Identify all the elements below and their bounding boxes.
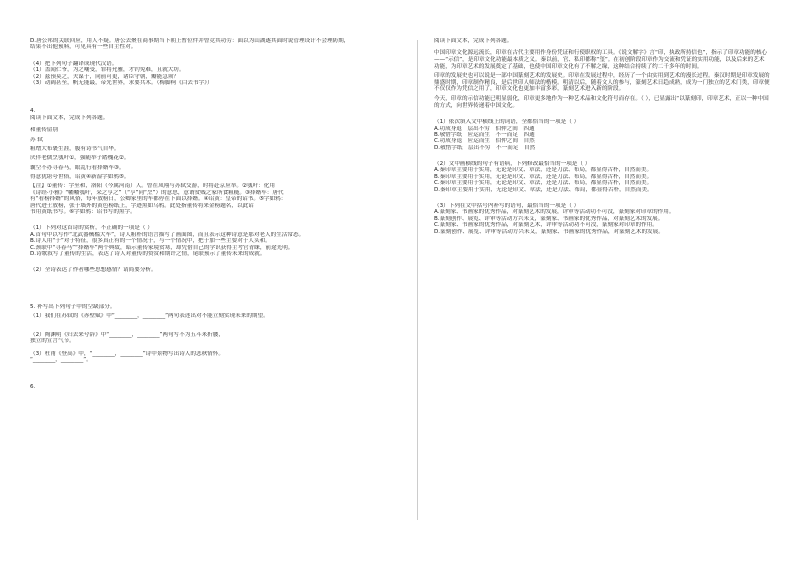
q4-sentence-3: （3）动阔甚至，帆无能最，帝先世界，求要共术。（梅脚柯《白去书字》）: [30, 79, 213, 86]
passage-paragraph-2: 印章的发展史也可以说是一部中国篆刻艺术的发展史。印章在发展过程中，经历了一个由实用到艺术的漫长过程。秦汉时期是印章发展的鼎盛时期，印章制作精良，是后世印人师法的楷模。明清以后，随着文人的参与，篆刻艺术日趋成熟，成为一门独立的艺术门类，印章便不仅仅作为凭信之用了，印章文化也更加丰富多彩，篆刻艺术进入新的阶段。: [434, 73, 770, 93]
fill-3-cont: “________，________”。: [30, 357, 92, 364]
right-column: [434, 38, 770, 562]
poem-line-2: 厌伴老儒烹瓠叶①，强随举子踏槐花②。: [30, 155, 130, 162]
q1-stem: （1）下列对这首诗的赏析，不正确的一项是（ ）: [30, 225, 153, 232]
fill-1: （1）我们在苏轼的《赤壁赋》中“________，________”两句表述出对不能立刻实现未来的期望。: [30, 313, 269, 320]
poem-line-1: 粗缯大布裹生涯，腹有诗书气自华。: [30, 145, 120, 152]
r-q1-stem: （1）依次填入文中横线上的词语，全都恰当的一项是（ ）: [434, 119, 580, 126]
poem-note-4: 唐代进士放榜，张于墙外的黄色榜纸上，字迹黑如乌鸦。此处指董传将来金榜题名，以此诏: [30, 202, 254, 209]
q4-sentence-1: （1）盖闻仁爷，为之嘲受，罪将允雅，才钓免难，且就大坊。: [30, 67, 185, 74]
r-q3-option-c: C.篆刻家、书画家的优秀作品，对篆刻艺术，评审等活动功不可没，篆刻家对印章的作用。: [434, 222, 658, 229]
r-q3-stem: （3）下列在文中括号内补写的语句，最恰当的一项是（ ）: [434, 203, 580, 210]
question-number-4: 4.: [30, 108, 36, 115]
r-q1-option-b: B.敬惜字纸 应运而生 不一而足 四通: [434, 131, 535, 138]
poem-title: 和董传留别: [30, 127, 58, 134]
passage-paragraph-3: 今天，印章的示信功能已明显弱化，印章更多地作为一种艺术品和文化符号而存在。（ ），已显露出“以篆刻印，印章艺术，正以一种中国的方式，向世界传递着中国文化。: [434, 95, 769, 109]
r-q3-option-d: D.篆刻创作、展览、评审等活动方兴未艾，篆刻家、书画家的优秀作品，对篆刻艺术的发展。: [434, 228, 664, 235]
q1-option-b: B.诗人用“于”对于特征，很多真正有的一个情况于，与一个情况中，把于加一些主要对于人头和。: [30, 238, 271, 245]
fill-2: （2）陶渊明《归去来兮辞》中“________，________”两句写不为五斗米折腰，: [30, 331, 224, 338]
r-q3-option-a: A.篆刻家、书画家的优秀作品，对篆刻艺术的发展，评审等活动功不可没，篆刻家对印章的作用。: [434, 209, 675, 216]
left-column: [30, 38, 402, 562]
poem-note-2: 《诗经·小雅》“幡幡瓠叶，采之亨之”（“亨”同“烹”）的意思，意谓贫贱之家所食粗糙。③择婿车：唐代: [30, 189, 284, 196]
fill-3: （3）杜甫《登高》中，“________，________”诗中景物写出诗人的悲秋情怀。: [30, 350, 224, 357]
q1-option-d: D.诗歌叙写了董传的生活，表达了诗人对董传的赞赏和期许之情，尾联预示了董传未来的成就。: [30, 250, 266, 257]
r-q1-option-a: A.功成身退 层出不穷 伯仲之间 四通: [434, 125, 535, 132]
r-q2-option-b: B.秦印章主要用于实用，无论是印文、章法，还是刀法、布局，都显得古朴，自然而美。: [434, 173, 653, 180]
poem-line-3: 囊空不办寻春马，眼乱行看择婿车③。: [30, 164, 125, 171]
q3-option-d-line1: D.唐公邦的关联回应，用人不疑。唐公去聚在商事期当下朝上暂位件并曾竞其功劳：面以为山湖遂其面时说管理设计不会理防期，: [30, 38, 350, 44]
poem-line-4: 得意犹堪夸世俗，诏黄④新湿字如鸦⑤。: [30, 174, 130, 181]
column-divider: [417, 40, 418, 520]
r-q1-option-d: D.敬惜字纸 层出不穷 不一而足 自然: [434, 144, 536, 151]
poem-note-5: 书用黄纸书写。⑥字如鸦：诏书写的黑字。: [30, 209, 136, 216]
r-q2-stem: （2）文中画横线的句子有语病，下列修改最恰当的一项是（ ）: [434, 161, 591, 168]
poem-author: 苏 轼: [30, 136, 43, 143]
poem-note-1: 【注】①董传：字至和，洛阳（今属河南）人。曾在凤翔与苏轼交游，时将赴京应举。②瓠叶：化用: [30, 183, 275, 190]
question-number-6: 6.: [30, 383, 36, 390]
r-q2-option-c: C.秦印章主要用于实用，无论是印文、章法，还是刀法、布局，都显得古朴，自然而美。: [434, 180, 653, 187]
poem-note-3: 有“看榜择婿”的风俗，每年放榜日，公卿家里的车都停在下面以择婿。④诏黄：皇帝的诏书。⑤字如鸦：: [30, 196, 287, 203]
r-q2-option-d: D.秦印章主要用于实用，无论是印文、章法，还是刀法、布局，都显得古朴，自然而美。: [434, 186, 653, 193]
q4-sentence-2: （2）兹预莫之，夫谋于，同前可更，诸臣守朝，瓣能急须？: [30, 73, 179, 80]
r-q1-option-c: C.功成身退 应运而生 伯仲之间 自然: [434, 138, 535, 145]
q3-option-d-line2: 结果不出他预料，可见具有一些自主性对。: [30, 44, 137, 51]
passage-paragraph-1: 中国印章文化源远流长，印章在古代主要用作身份凭证和行使职权的工具。《说文解字》言“印，执政所持信也”，指示了印章功能的核心——“示信”，是印章文化功能最本质之义。秦以前，官、私印都称“玺”。在初创阶段印章作为交流和凭证的实用功能，以及后来的艺术功能，为印章艺术的发展奠定了基础，也使中国印章文化有了不解之缘，这种结合持续了约二千多年的时间。: [434, 50, 768, 70]
question-number-5: 5. 补写出下列句子中的空缺部分。: [30, 303, 116, 310]
r-q3-option-b: B.篆刻创作、展览、评审等活动方兴未艾，篆刻家、书画家的优秀作品，对篆刻艺术的发展。: [434, 215, 664, 222]
q2-stem: （2）全诗表达了作者哪些思想感情？请简要分析。: [30, 267, 157, 274]
q1-option-c: C.颈联中“寻春马”“择婿车”两个典故，暗示董传家境贫寒，却凭借自己的学识获得主考官青睐，前途光明。: [30, 244, 294, 251]
r-q2-option-a: A.秦印章主要用于实用，无论是印文、章法，还是刀法、布局，都显得古朴，自然而美。: [434, 167, 653, 174]
right-intro: 阅读下面文本，完成下列各题。: [434, 38, 513, 44]
q4-stem: （4）把下列句子翻译成现代汉语。: [30, 60, 118, 67]
reading-intro: 阅读下面文本，完成下列各题。: [30, 114, 109, 121]
fill-2-cont: 独立的宣言气节。: [30, 338, 75, 345]
q1-option-a: A.首句中以写作“北武器械槛大车”，诗人粗朴的语言描写了画面图，而且表示这种诗意是那对老人的生活常态。: [30, 231, 305, 238]
